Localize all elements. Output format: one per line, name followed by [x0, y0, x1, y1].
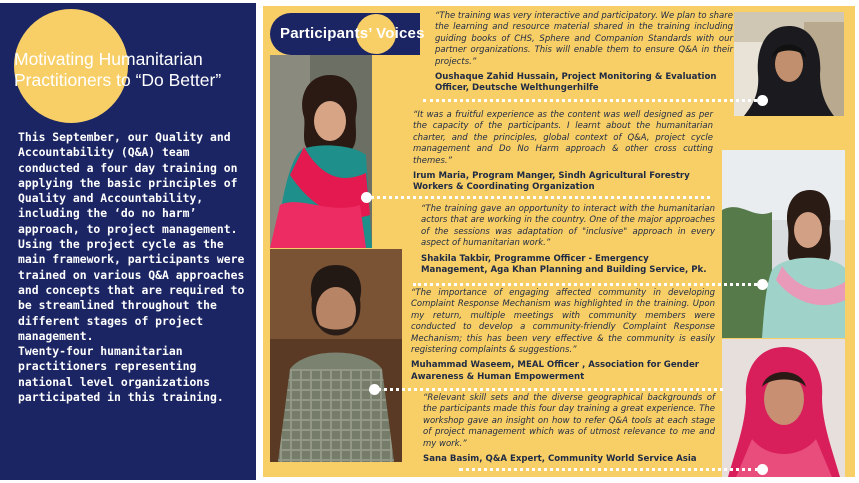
voices-heading: Participants’ Voices — [280, 25, 425, 42]
photo-irum-maria — [270, 55, 372, 248]
quote-text: “It was a fruitful experience as the content was well designed as per the capacity of the participants. I learnt about the humanitarian charter, and the principles, global context of Q&A, project cycle management and Do No Harm approach & other cross cutting themes.” — [413, 110, 713, 166]
connector-dot — [361, 192, 372, 203]
quote-author: Shakila Takbir, Programme Officer - Emergency Management, Aga Khan Planning and Building Service, Pk. — [421, 253, 707, 276]
quote-author: Sana Basim, Q&A Expert, Community World Service Asia — [423, 454, 697, 465]
intro-panel — [0, 3, 256, 480]
connector-dot — [757, 464, 768, 475]
quote-author: Oushaque Zahid Hussain, Project Monitoring & Evaluation Officer, Deutsche Welthungerhilfe — [435, 72, 717, 94]
article-body — [18, 130, 254, 405]
photo-muhammad-waseem — [270, 249, 402, 462]
quote-shakila — [421, 204, 715, 276]
connector-dot — [369, 384, 380, 395]
connector-dot — [757, 95, 768, 106]
quote-waseem — [411, 288, 715, 383]
article-title: Motivating Humanitarian Practitioners to “Do Better” — [14, 49, 222, 90]
article-paragraph: This September, our Quality and Accountability (Q&A) team conducted a four day training on applying the basic principles of Quality and Accountability, including the ‘do no harm’ approach, to project management. Using the project cycle as the main framework, participants were trained on various Q&A approaches and concepts that are required to be streamlined throughout the different stages of project management. — [18, 130, 245, 343]
participants-voices-panel — [263, 6, 855, 477]
dotted-connector — [423, 99, 763, 102]
dotted-connector — [373, 388, 723, 391]
quote-author: Muhammad Waseem, MEAL Officer , Association for Gender Awareness & Human Empowerment — [411, 360, 700, 382]
dotted-connector — [413, 283, 763, 286]
quote-text: “The training gave an opportunity to interact with the humanitarian actors that are working in the country. One of the major approaches of the sessions was adaptation of "inclusive" approach in every aspect of humanitarian work.” — [421, 204, 715, 249]
dotted-connector — [365, 196, 710, 199]
quote-author: Irum Maria, Program Manger, Sindh Agricultural Forestry Workers & Coordinating Organization — [413, 171, 690, 193]
dotted-connector — [459, 468, 759, 471]
quote-text: “Relevant skill sets and the diverse geographical backgrounds of the participants made this four day training a great experience. The workshop gave an insight on how to refer Q&A tools at each stage of project management which was of utmost relevance to me and my work.” — [423, 393, 715, 449]
connector-dot — [757, 279, 768, 290]
quote-oushaque — [435, 11, 733, 95]
quote-sana — [423, 393, 715, 465]
photo-shakila-takbir — [722, 150, 845, 338]
photo-sana-basim — [722, 339, 845, 477]
quote-text: “The importance of engaging affected community in developing Complaint Response Mechanism was highlighted in the training. Upon my return, multiple meetings with community members were conducted to develop a community-friendly Complaint Response Mechanism; this has been very effective & the community is easily registering complaints & suggestions.” — [411, 288, 715, 356]
voices-heading-badge — [270, 13, 425, 55]
quote-irum — [413, 110, 713, 194]
quote-text: “The training was very interactive and participatory. We plan to share the learning and resource material shared in the training including guiding books of CHS, Sphere and Companion Standards with our partner organizations. This will enable them to ensure Q&A in their projects.” — [435, 11, 733, 67]
article-paragraph: Twenty-four humanitarian practitioners representing national level organizations participated in this training. — [18, 344, 224, 405]
